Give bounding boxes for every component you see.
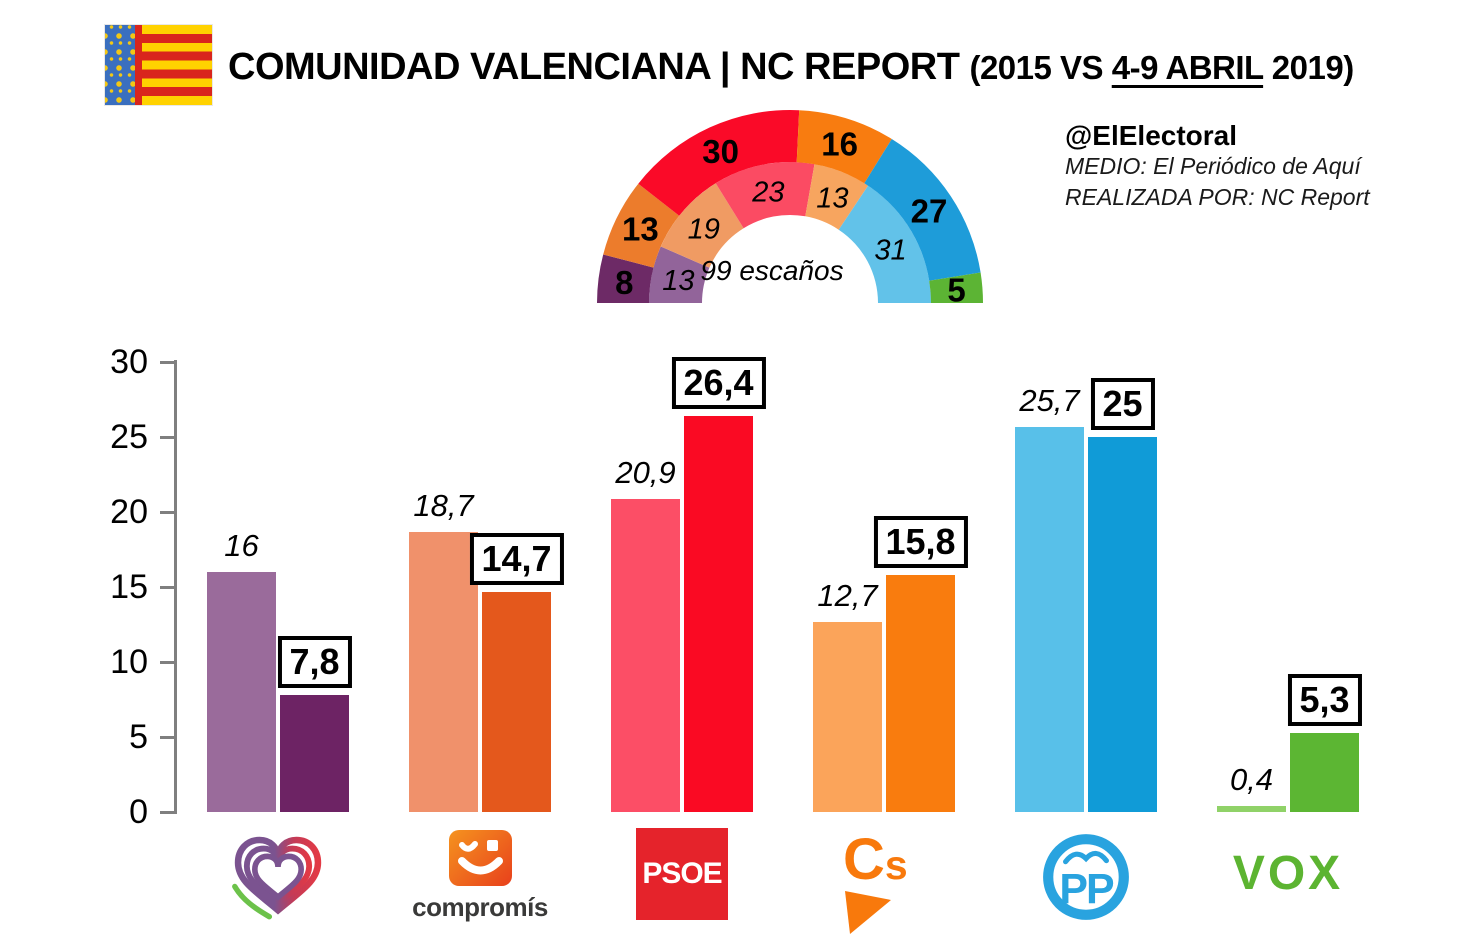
hemicycle-seat-label: 19 [687,213,720,246]
bar-value-2019-boxed: 25 [1090,378,1154,430]
flag-red-strip [135,25,142,105]
hemicycle-seat-label: 30 [702,132,739,170]
psoe-square-icon [636,828,728,920]
logo-pp [985,824,1187,936]
logo-vox [1187,824,1389,936]
cs-triangle-icon [845,889,895,935]
title-main: COMUNIDAD VALENCIANA | NC REPORT [228,46,970,88]
attribution-realizada: REALIZADA POR: NC Report [1065,184,1370,210]
bar-group-compromís [379,362,581,812]
bar-group-unides-podem [177,362,379,812]
bar-value-2015: 16 [224,528,259,563]
cs-logo-icon [829,827,939,935]
y-axis-label: 20 [110,493,148,531]
bar-group-pp [985,362,1187,812]
pp-wordmark: PP [1059,865,1113,914]
bar-value-2015: 25,7 [1019,382,1080,418]
logo-podemos [177,824,379,936]
attribution-medio: MEDIO: El Periódico de Aquí [1065,153,1361,179]
hemicycle-seat-label: 8 [615,263,634,301]
y-axis-tick [160,736,174,739]
bar-value-2015: 18,7 [413,487,474,523]
y-axis-tick [160,436,174,439]
y-axis-tick [160,661,174,664]
y-axis-tick [160,586,174,589]
bar-value-2019-boxed: 5,3 [1287,674,1361,726]
y-axis-tick [160,511,174,514]
hemicycle-seat-label: 31 [874,234,907,267]
hemicycle-total-label: 99 escaños [700,255,844,286]
bar-2015 [611,454,680,813]
logo-psoe [581,824,783,936]
flag-blue-band [105,25,135,105]
y-axis-label: 10 [110,643,148,681]
bar-2015 [207,528,276,812]
hemicycle-seat-label: 13 [662,265,695,298]
compromis-wordmark: compromís [412,892,548,922]
bar-value-2019-boxed: 15,8 [873,516,967,568]
attribution-handle: @ElElectoral [1065,120,1238,151]
title-date-underlined: 4-9 ABRIL [1111,49,1264,86]
y-axis-label: 15 [110,568,148,606]
podemos-heart-icon [224,830,332,930]
logos-row [177,824,1389,936]
bar-2019 [683,362,754,812]
hemicycle-seat-chart [595,108,985,306]
bar-2019 [280,641,349,812]
bar-group-psoe [581,362,783,812]
hemicycle-seat-label: 13 [816,182,849,215]
bar-2015 [1217,762,1286,812]
pp-circle-icon [1039,830,1133,924]
y-axis-label: 5 [129,718,148,756]
bar-2015 [813,577,882,813]
bar-value-2019-boxed: 7,8 [277,636,351,688]
hemicycle-seat-label: 27 [910,192,948,230]
attribution-block [1065,120,1370,213]
valencia-flag [105,25,212,105]
hemicycle-seat-label: 5 [947,271,966,306]
bar-chart [177,362,1389,812]
y-axis-label: 0 [129,793,148,831]
y-axis-label: 25 [110,418,148,456]
flag-senyera-stripes [142,25,212,105]
hemicycle-seat-label: 13 [622,210,659,248]
psoe-wordmark: PSOE [642,857,722,890]
hemicycle-seat-label: 16 [821,125,858,163]
bar-2015 [1015,382,1084,813]
bar-value-2015: 0,4 [1229,762,1274,797]
y-axis-tick [160,361,174,364]
vox-wordmark: VOX [1232,847,1344,900]
y-axis-labels [0,343,148,831]
bar-group-vox [1187,362,1389,812]
logo-cs [783,824,985,936]
page-title [228,46,1354,89]
title-paren: (2015 VS 4-9 ABRIL 2019) [969,49,1354,86]
bar-group-cs [783,362,985,812]
bar-value-2015: 12,7 [817,577,878,613]
bar-value-2019-boxed: 26,4 [671,357,765,409]
bar-value-2015: 20,9 [615,454,676,490]
bar-2019 [1088,383,1157,812]
bar-2015 [409,487,478,813]
cs-wordmark: Cs [843,827,908,892]
bar-value-2019-boxed: 14,7 [469,533,563,585]
hemicycle-seat-label: 23 [752,176,785,209]
bar-2019 [885,521,956,812]
flag-gold-ornaments [105,25,135,105]
bar-2019 [481,537,552,813]
y-axis-tick [160,811,174,814]
y-axis-ticks [160,362,174,814]
logo-compromis [379,824,581,936]
y-axis-label: 30 [110,343,148,381]
bar-2019 [1290,678,1359,813]
compromis-smiley-icon [449,830,512,886]
